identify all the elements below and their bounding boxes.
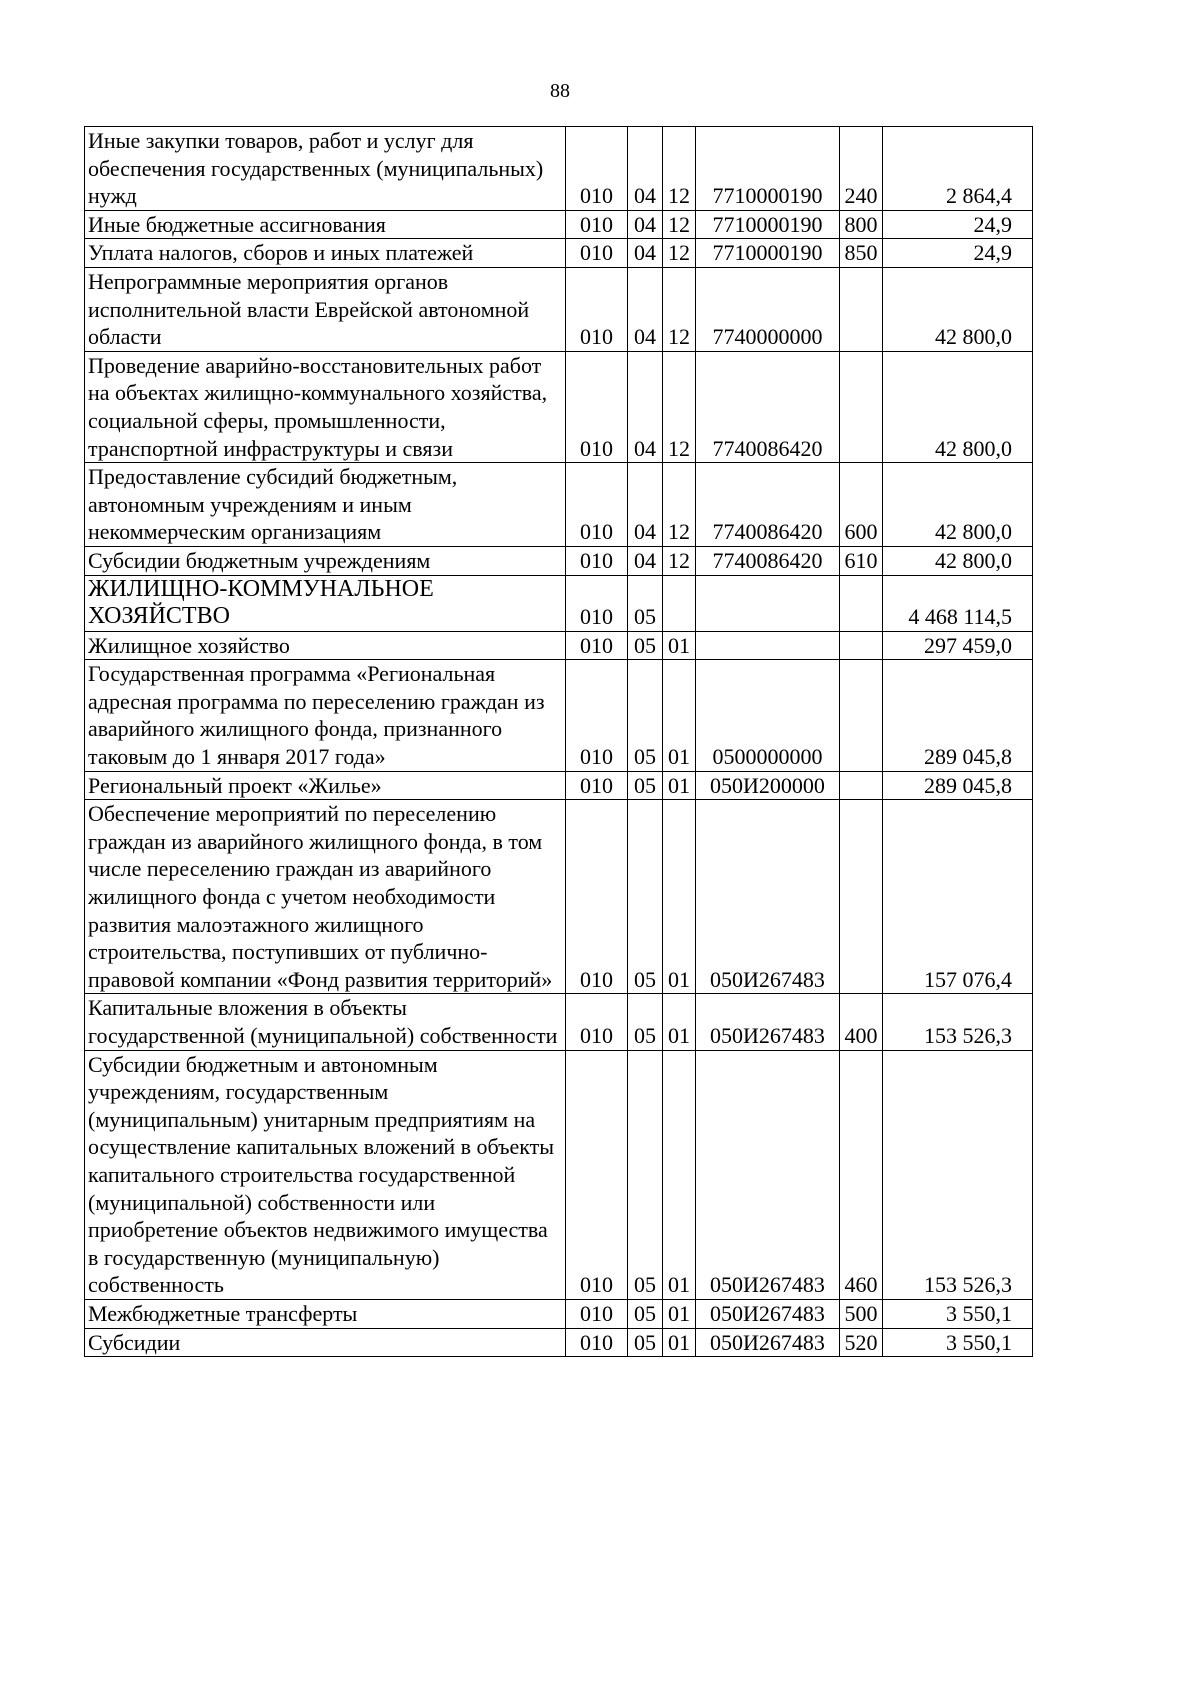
cell-section-code: 05 [628, 800, 663, 994]
cell-department-code: 010 [566, 463, 628, 547]
table-row [85, 660, 1033, 771]
cell-target-article-code: 7710000190 [696, 127, 840, 211]
cell-subsection-code: 01 [663, 800, 696, 994]
cell-section-code: 04 [628, 546, 663, 575]
cell-amount: 42 800,0 [883, 463, 1033, 547]
cell-name: Уплата налогов, сборов и иных платежей [85, 239, 566, 268]
cell-amount: 289 045,8 [883, 771, 1033, 800]
cell-expense-type-code: 600 [840, 463, 883, 547]
cell-name: Иные бюджетные ассигнования [85, 210, 566, 239]
cell-amount: 157 076,4 [883, 800, 1033, 994]
table-row [85, 800, 1033, 994]
cell-department-code: 010 [566, 1328, 628, 1357]
cell-target-article-code: 7740086420 [696, 546, 840, 575]
cell-department-code: 010 [566, 267, 628, 351]
cell-subsection-code: 12 [663, 351, 696, 462]
cell-department-code: 010 [566, 575, 628, 631]
table-row [85, 210, 1033, 239]
cell-department-code: 010 [566, 1299, 628, 1328]
table-row [85, 1328, 1033, 1357]
cell-name: Субсидии [85, 1328, 566, 1357]
table-row [85, 239, 1033, 268]
cell-amount: 24,9 [883, 239, 1033, 268]
cell-amount: 4 468 114,5 [883, 575, 1033, 631]
cell-name: Обеспечение мероприятий по переселению граждан из аварийного жилищного фонда, в том числе переселению граждан из аварийного жилищного фонда с учетом необходимости развития малоэтажного жилищного строительства, поступивших от публично-правовой компании «Фонд развития территорий» [85, 800, 566, 994]
cell-subsection-code: 01 [663, 994, 696, 1050]
cell-expense-type-code [840, 351, 883, 462]
cell-expense-type-code [840, 660, 883, 771]
cell-expense-type-code: 610 [840, 546, 883, 575]
cell-section-code: 04 [628, 210, 663, 239]
cell-name: ЖИЛИЩНО-КОММУНАЛЬНОЕ ХОЗЯЙСТВО [85, 575, 566, 631]
cell-amount: 42 800,0 [883, 546, 1033, 575]
cell-name: Иные закупки товаров, работ и услуг для обеспечения государственных (муниципальных) нужд [85, 127, 566, 211]
cell-amount: 42 800,0 [883, 351, 1033, 462]
cell-expense-type-code: 500 [840, 1299, 883, 1328]
cell-department-code: 010 [566, 239, 628, 268]
table-row [85, 546, 1033, 575]
cell-department-code: 010 [566, 546, 628, 575]
cell-section-code: 05 [628, 1050, 663, 1299]
cell-expense-type-code: 850 [840, 239, 883, 268]
cell-target-article-code [696, 575, 840, 631]
cell-target-article-code: 7740086420 [696, 351, 840, 462]
cell-subsection-code: 01 [663, 1050, 696, 1299]
table-row [85, 575, 1033, 631]
cell-amount: 24,9 [883, 210, 1033, 239]
cell-section-code: 05 [628, 1299, 663, 1328]
cell-name: Региональный проект «Жилье» [85, 771, 566, 800]
cell-name: Субсидии бюджетным и автономным учреждениям, государственным (муниципальным) унитарным предприятиям на осуществление капитальных вложений в объекты капитального строительства государственной (муниципальной) собственности или приобретение объектов недвижимого имущества в государственную (муниципальную) собственность [85, 1050, 566, 1299]
cell-subsection-code: 01 [663, 1328, 696, 1357]
table-row [85, 267, 1033, 351]
cell-target-article-code: 7740000000 [696, 267, 840, 351]
page-number: 88 [550, 80, 570, 102]
cell-amount: 153 526,3 [883, 1050, 1033, 1299]
cell-section-code: 04 [628, 127, 663, 211]
cell-amount: 153 526,3 [883, 994, 1033, 1050]
table-row [85, 631, 1033, 660]
cell-target-article-code: 050И267483 [696, 1328, 840, 1357]
cell-section-code: 04 [628, 239, 663, 268]
cell-name: Государственная программа «Региональная адресная программа по переселению граждан из аварийного жилищного фонда, признанного таковым до 1 января 2017 года» [85, 660, 566, 771]
cell-department-code: 010 [566, 660, 628, 771]
cell-target-article-code: 050И267483 [696, 1050, 840, 1299]
cell-section-code: 05 [628, 631, 663, 660]
cell-target-article-code: 7710000190 [696, 210, 840, 239]
cell-target-article-code: 7740086420 [696, 463, 840, 547]
cell-name: Проведение аварийно-восстановительных работ на объектах жилищно-коммунального хозяйства, социальной сферы, промышленности, транспортной инфраструктуры и связи [85, 351, 566, 462]
cell-expense-type-code: 800 [840, 210, 883, 239]
cell-subsection-code: 12 [663, 267, 696, 351]
table-row [85, 463, 1033, 547]
cell-expense-type-code: 460 [840, 1050, 883, 1299]
cell-expense-type-code [840, 267, 883, 351]
cell-subsection-code: 12 [663, 210, 696, 239]
cell-expense-type-code: 240 [840, 127, 883, 211]
cell-name: Субсидии бюджетным учреждениям [85, 546, 566, 575]
cell-target-article-code [696, 631, 840, 660]
cell-department-code: 010 [566, 351, 628, 462]
cell-subsection-code: 12 [663, 127, 696, 211]
budget-table [84, 126, 1033, 1357]
cell-department-code: 010 [566, 631, 628, 660]
cell-section-code: 05 [628, 771, 663, 800]
cell-amount: 297 459,0 [883, 631, 1033, 660]
cell-target-article-code: 050И267483 [696, 994, 840, 1050]
cell-department-code: 010 [566, 127, 628, 211]
cell-target-article-code: 7710000190 [696, 239, 840, 268]
cell-subsection-code [663, 575, 696, 631]
cell-name: Предоставление субсидий бюджетным, автономным учреждениям и иным некоммерческим организациям [85, 463, 566, 547]
cell-subsection-code: 01 [663, 660, 696, 771]
cell-name: Непрограммные мероприятия органов исполнительной власти Еврейской автономной области [85, 267, 566, 351]
cell-name: Жилищное хозяйство [85, 631, 566, 660]
cell-section-code: 05 [628, 994, 663, 1050]
cell-target-article-code: 050И267483 [696, 1299, 840, 1328]
cell-target-article-code: 0500000000 [696, 660, 840, 771]
cell-section-code: 04 [628, 463, 663, 547]
cell-subsection-code: 12 [663, 239, 696, 268]
cell-target-article-code: 050И267483 [696, 800, 840, 994]
cell-expense-type-code [840, 631, 883, 660]
cell-expense-type-code: 520 [840, 1328, 883, 1357]
cell-section-code: 04 [628, 267, 663, 351]
table-row [85, 127, 1033, 211]
table-row [85, 1299, 1033, 1328]
cell-subsection-code: 12 [663, 463, 696, 547]
cell-section-code: 05 [628, 1328, 663, 1357]
cell-department-code: 010 [566, 994, 628, 1050]
cell-subsection-code: 01 [663, 771, 696, 800]
cell-amount: 42 800,0 [883, 267, 1033, 351]
cell-subsection-code: 01 [663, 1299, 696, 1328]
table-row [85, 1050, 1033, 1299]
cell-department-code: 010 [566, 210, 628, 239]
cell-department-code: 010 [566, 771, 628, 800]
cell-subsection-code: 01 [663, 631, 696, 660]
cell-name: Межбюджетные трансферты [85, 1299, 566, 1328]
cell-expense-type-code [840, 575, 883, 631]
cell-section-code: 05 [628, 660, 663, 771]
cell-expense-type-code [840, 771, 883, 800]
cell-section-code: 04 [628, 351, 663, 462]
cell-subsection-code: 12 [663, 546, 696, 575]
table-row [85, 994, 1033, 1050]
cell-department-code: 010 [566, 1050, 628, 1299]
cell-amount: 3 550,1 [883, 1299, 1033, 1328]
cell-section-code: 05 [628, 575, 663, 631]
table-row [85, 351, 1033, 462]
table-row [85, 771, 1033, 800]
cell-amount: 2 864,4 [883, 127, 1033, 211]
cell-name: Капитальные вложения в объекты государственной (муниципальной) собственности [85, 994, 566, 1050]
cell-department-code: 010 [566, 800, 628, 994]
cell-target-article-code: 050И200000 [696, 771, 840, 800]
cell-expense-type-code [840, 800, 883, 994]
cell-amount: 3 550,1 [883, 1328, 1033, 1357]
cell-expense-type-code: 400 [840, 994, 883, 1050]
cell-amount: 289 045,8 [883, 660, 1033, 771]
table-body [85, 127, 1033, 1357]
